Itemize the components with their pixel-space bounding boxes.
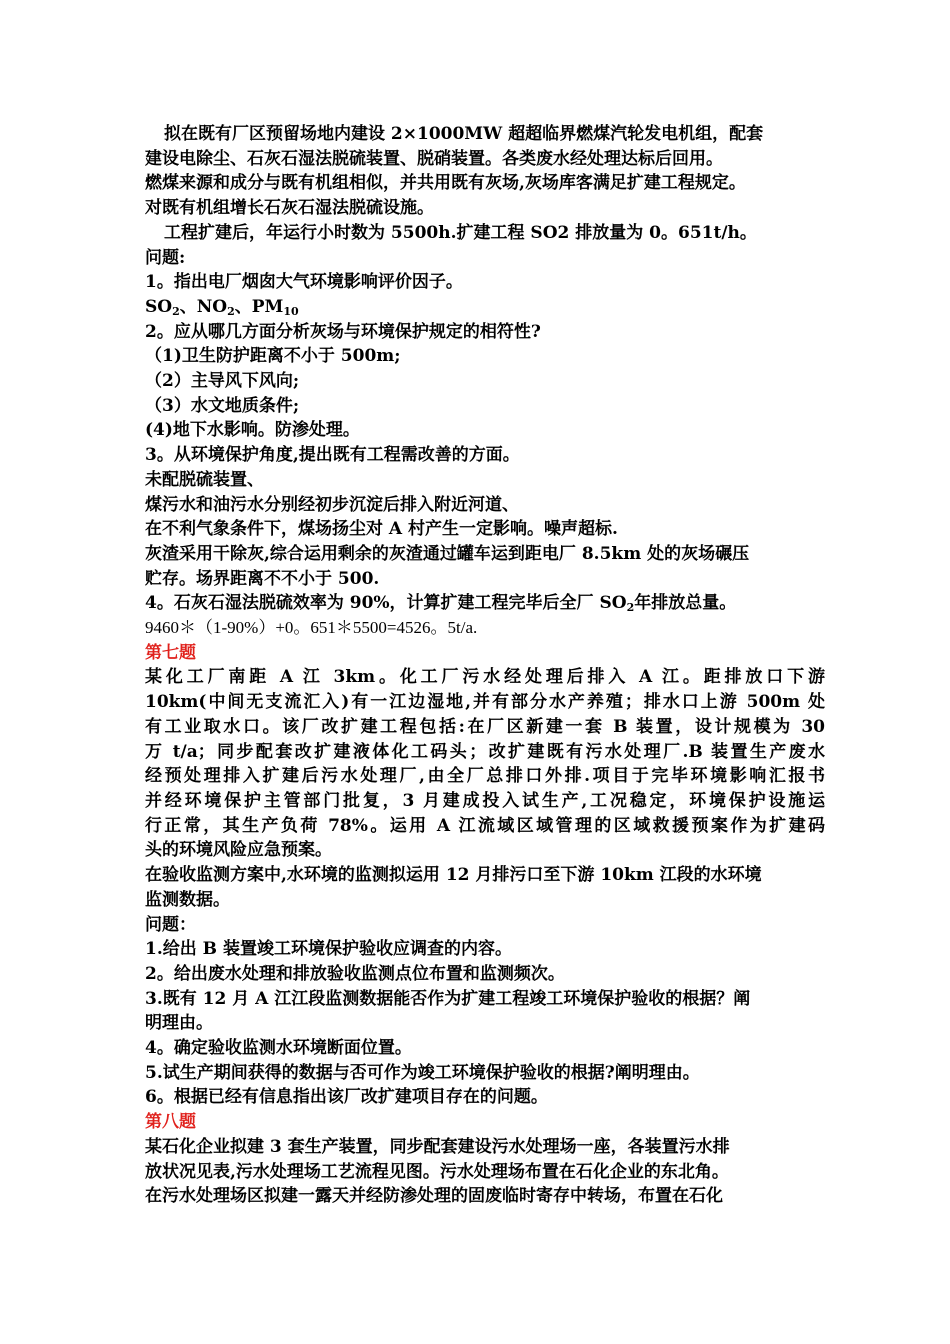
paragraph-line: 燃煤来源和成分与既有机组相似，并共用既有灰场,灰场库客满足扩建工程规定。 (145, 173, 746, 194)
question-3: 3。从环境保护角度,提出既有工程需改善的方面。 (145, 445, 520, 466)
paragraph-line: 对既有机组增长石灰石湿法脱硫设施。 (145, 198, 434, 219)
paragraph-line: 并经环境保护主管部门批复，3 月建成投入试生产,工况稳定，环境保护设施运 (145, 790, 825, 811)
paragraph-line: 万 t/a；同步配套改扩建液体化工码头；改扩建既有污水处理厂.B 装置生产废水 (145, 741, 825, 762)
paragraph-line: 有工业取水口。该厂改扩建工程包括:在厂区新建一套 B 装置，设计规模为 30 (145, 716, 825, 737)
question-3-cont: 明理由。 (145, 1013, 213, 1034)
question-1: 1。指出电厂烟囱大气环境影响评价因子。 (145, 272, 463, 293)
subscript: 10 (283, 304, 299, 318)
paragraph-line: 工程扩建后，年运行小时数为 5500h.扩建工程 SO2 排放量为 0。651t/h。 (164, 222, 757, 243)
question-4 (145, 591, 825, 616)
answer-line: 在不利气象条件下，煤场扬尘对 A 村产生一定影响。噪声超标. (145, 519, 618, 540)
question-text: 4。石灰石湿法脱硫效率为 90%，计算扩建工程完毕后全厂 SO (145, 593, 627, 614)
question-label: 问题： (145, 914, 196, 935)
answer-line: （2）主导风下风向; (145, 371, 300, 392)
paragraph-line: 头的环境风险应急预案。 (145, 840, 332, 861)
answer-text: SO (145, 296, 173, 317)
paragraph-line: 某石化企业拟建 3 套生产装置，同步配套建设污水处理场一座，各装置污水排 (145, 1136, 730, 1157)
paragraph-line: 拟在既有厂区预留场地内建设 2×1000MW 超超临界燃煤汽轮发电机组，配套 (164, 124, 764, 144)
question-5: 5.试生产期间获得的数据与否可作为竣工环境保护验收的根据?阐明理由。 (145, 1062, 700, 1083)
answer-line: 贮存。场界距离不不小于 500. (145, 568, 380, 589)
paragraph-line: 放状况见表,污水处理场工艺流程见图。污水处理场布置在石化企业的东北角。 (145, 1161, 729, 1182)
answer-line: （1)卫生防护距离不小于 500m; (145, 346, 401, 367)
question-6: 6。根据已经有信息指出该厂改扩建项目存在的问题。 (145, 1087, 548, 1108)
section-heading: 第七题 (145, 642, 196, 663)
paragraph-line: 在验收监测方案中,水环境的监测拟运用 12 月排污口至下游 10km 江段的水环境 (145, 865, 762, 886)
answer-line: (4)地下水影响。防渗处理。 (145, 420, 360, 441)
question-1: 1.给出 B 装置竣工环境保护验收应调查的内容。 (145, 939, 512, 960)
answer-line: 煤污水和油污水分别经初步沉淀后排入附近河道、 (145, 494, 519, 515)
paragraph-line: 建设电除尘、石灰石湿法脱硫装置、脱硝装置。各类废水经处理达标后回用。 (145, 148, 723, 169)
question-2: 2。给出废水处理和排放验收监测点位布置和监测频次。 (145, 963, 565, 984)
question-text: 年排放总量。 (634, 593, 737, 614)
question-3: 3.既有 12 月 A 江江段监测数据能否作为扩建工程竣工环境保护验收的根据？阐 (145, 988, 751, 1009)
question-label: 问题: (145, 247, 186, 268)
answer-line: 灰渣采用干除灰,综合运用剩余的灰渣通过罐车运到距电厂 8.5km 处的灰场碾压 (145, 543, 750, 564)
answer-formula: 9460＊（1-90%）+0。651＊5500=4526。5t/a. (145, 618, 478, 638)
paragraph-line: 在污水处理场区拟建一露天并经防渗处理的固废临时寄存中转场，布置在石化 (145, 1186, 723, 1207)
answer-1 (145, 295, 825, 320)
paragraph-line: 10km(中间无支流汇入)有一江边湿地,并有部分水产养殖；排水口上游 500m 处 (145, 692, 825, 713)
paragraph-line: 行正常，其生产负荷 78%。运用 A 江流域区域管理的区域救援预案作为扩建码 (145, 815, 825, 836)
subscript: 2 (626, 601, 635, 615)
paragraph-line: 某化工厂南距 A 江 3km。化工厂污水经处理后排入 A 江。距排放口下游 (145, 667, 825, 688)
question-4: 4。确定验收监测水环境断面位置。 (145, 1038, 412, 1059)
question-2: 2。应从哪几方面分析灰场与环境保护规定的相符性? (145, 321, 541, 342)
paragraph-line: 经预处理排入扩建后污水处理厂,由全厂总排口外排.项目于完毕环境影响汇报书 (145, 766, 825, 787)
answer-text: 、PM (234, 296, 284, 317)
subscript: 2 (172, 304, 180, 318)
document-page (145, 122, 825, 1209)
answer-text: 、NO (179, 296, 228, 317)
answer-line: （3）水文地质条件; (145, 395, 300, 416)
subscript: 2 (227, 304, 235, 318)
section-heading: 第八题 (145, 1112, 196, 1133)
answer-line: 未配脱硫装置、 (145, 469, 264, 490)
paragraph-line: 监测数据。 (145, 889, 230, 910)
